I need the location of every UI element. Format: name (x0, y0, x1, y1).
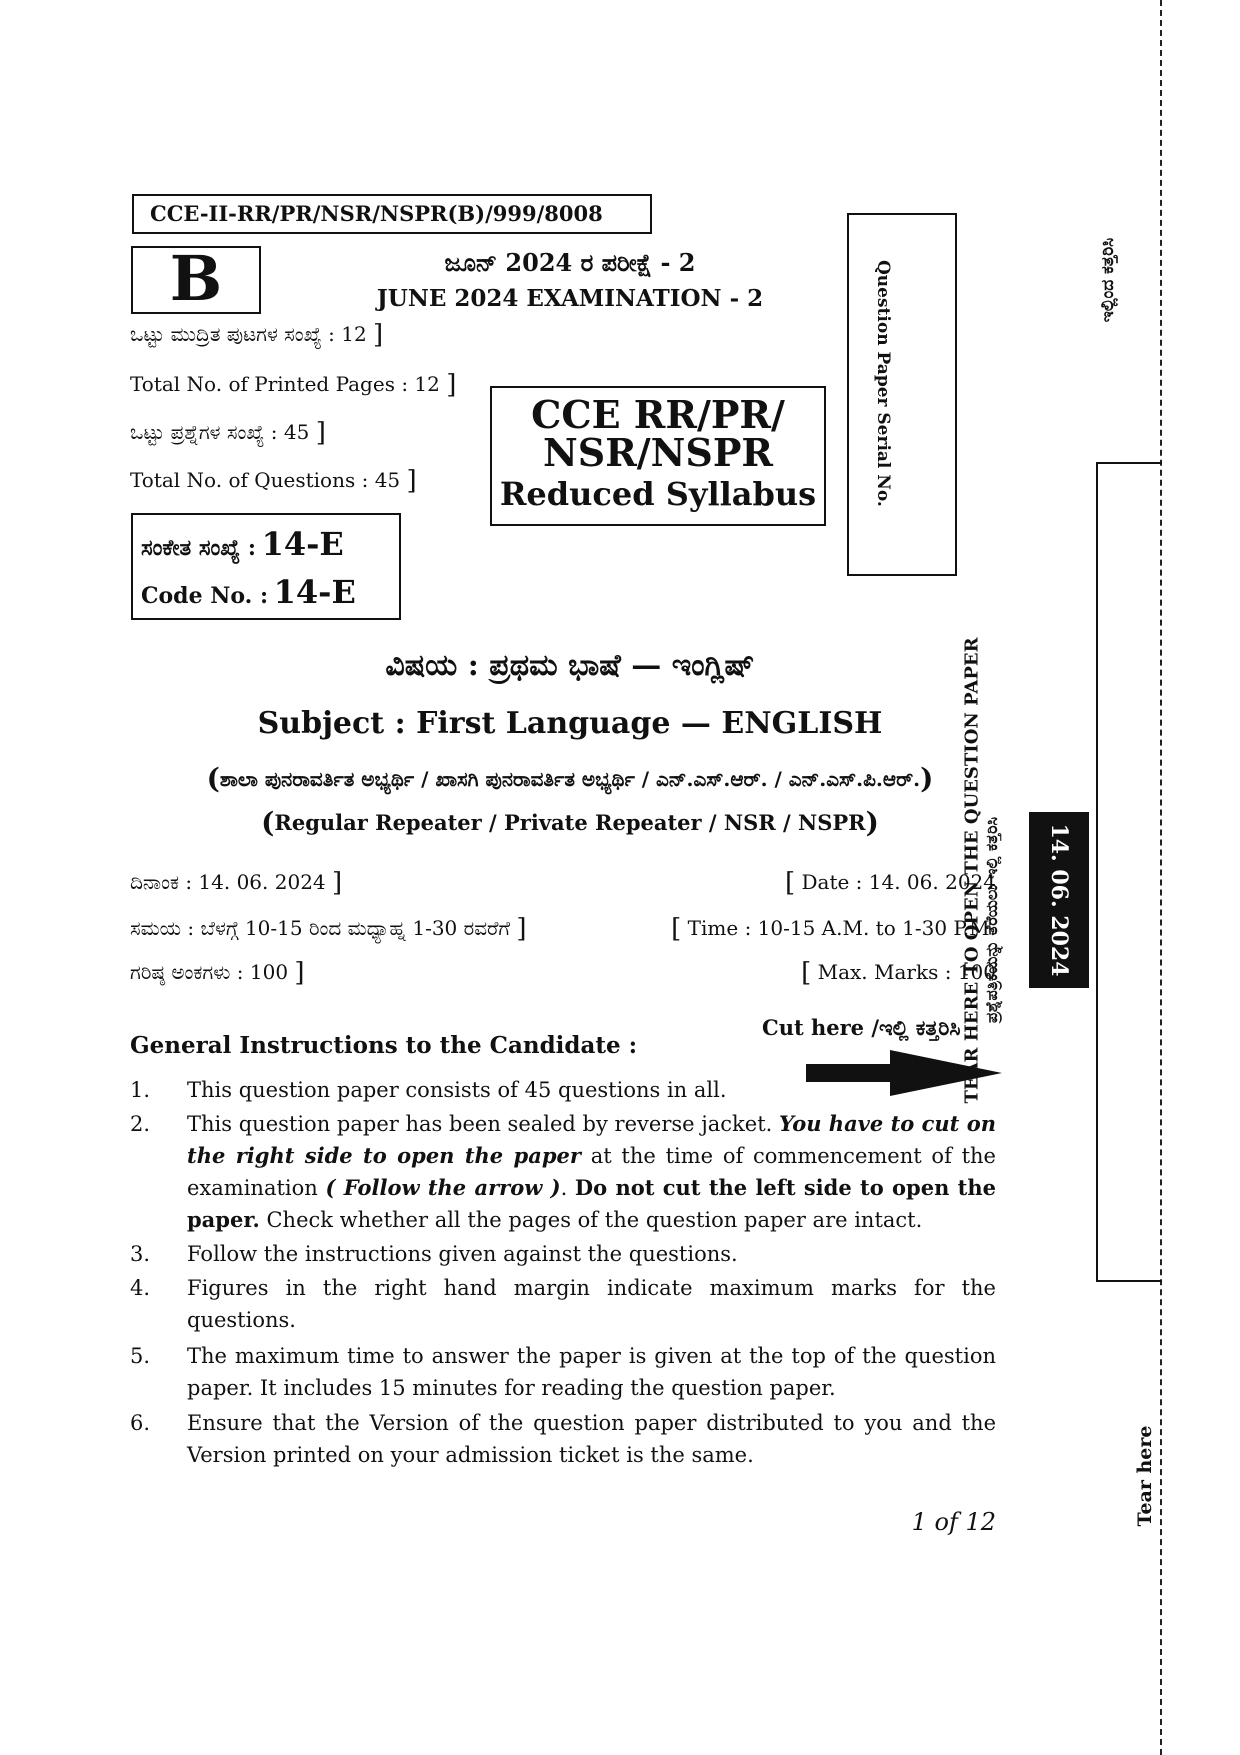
strip-tear-english: TEAR HERE TO OPEN THE QUESTION PAPER (961, 637, 983, 1104)
serial-number-label: Question Paper Serial No. (873, 260, 893, 507)
instruction-item: 4. Figures in the right hand margin indicate maximum marks for the questions. (130, 1276, 996, 1332)
instruction-item: 2. This question paper has been sealed by reverse jacket. You have to cut on the right side to open the paper at the time of commencement of the examination ( Follow the arrow ). Do not cut the left side to open the paper. Check whether all the pages of the question paper are intact. (130, 1111, 996, 1232)
syllabus-box (490, 386, 826, 526)
strip-date: 14. 06. 2024 (1046, 823, 1072, 977)
marks-english: [ Max. Marks : 100 (801, 958, 996, 988)
pages-kannada: ಒಟ್ಟು ಮುದ್ರಿತ ಪುಟಗಳ ಸಂಖ್ಯೆ : 12 ] (130, 320, 384, 350)
pages-english: Total No. of Printed Pages : 12 ] (130, 370, 457, 400)
syllabus-line-3: Reduced Syllabus (499, 475, 817, 513)
version-letter: B (169, 242, 223, 315)
exam-title-english: JUNE 2024 EXAMINATION - 2 (376, 285, 764, 312)
code-number-english: Code No. : 14-E (141, 573, 356, 611)
exam-title-kannada: ಜೂನ್ 2024 ರ ಪರೀಕ್ಷೆ - 2 (444, 248, 696, 277)
serial-number-box (847, 213, 957, 576)
candidates-kannada: (ಶಾಲಾ ಪುನರಾವರ್ತಿತ ಅಭ್ಯರ್ಥಿ / ಖಾಸಗಿ ಪುನರಾವರ್ತಿತ ಅಭ್ಯರ್ಥಿ / ಎನ್.ಎಸ್.ಆರ್. / ಎನ್.ಎಸ್.ಪಿ.ಆರ್.) (206, 762, 934, 795)
strip-kannada-top: ಇಲ್ಲಿಂದ ಕತ್ತರಿಸಿ (1098, 237, 1118, 323)
instruction-item: 1. This question paper consists of 45 questions in all. (130, 1078, 727, 1102)
code-number-kannada: ಸಂಕೇತ ಸಂಖ್ಯೆ : 14-E (141, 525, 344, 563)
marks-kannada: ಗರಿಷ್ಠ ಅಂಕಗಳು : 100 ] (130, 958, 305, 988)
instruction-item: 5. The maximum time to answer the paper is given at the top of the question paper. It includes 15 minutes for reading the question paper. (130, 1344, 996, 1400)
tear-box (1096, 462, 1162, 1282)
paper-code-box (132, 194, 652, 234)
subject-english: Subject : First Language — ENGLISH (257, 706, 883, 741)
instructions-heading: General Instructions to the Candidate : (130, 1032, 638, 1059)
strip-tear-kannada: ಪ್ರಶ್ನೆಪತ್ರಿಕೆಯನ್ನು ತೆರೆಯಲು ಇಲ್ಲಿ ಕತ್ತರಿಸಿ (982, 816, 1001, 1024)
instruction-item: 3. Follow the instructions given against the questions. (130, 1242, 738, 1266)
time-english: [ Time : 10-15 A.M. to 1-30 P.M. (671, 914, 996, 944)
date-english: [ Date : 14. 06. 2024 (784, 868, 996, 898)
syllabus-line-1: CCE RR/PR/ (531, 392, 785, 437)
paper-code: CCE-II-RR/PR/NSR/NSPR(B)/999/8008 (150, 201, 603, 226)
cut-here-label: Cut here /ಇಲ್ಲಿ ಕತ್ತರಿಸಿ (762, 1015, 961, 1040)
syllabus-line-2: NSR/NSPR (543, 430, 773, 475)
time-kannada: ಸಮಯ : ಬೆಳಗ್ಗೆ 10-15 ರಿಂದ ಮಧ್ಯಾಹ್ನ 1-30 ರವರೆಗೆ ] (130, 914, 527, 944)
subject-kannada: ವಿಷಯ : ಪ್ರಥಮ ಭಾಷೆ — ಇಂಗ್ಲಿಷ್ (385, 648, 755, 683)
strip-tear-here: Tear here (1134, 1425, 1156, 1527)
questions-kannada: ಒಟ್ಟು ಪ್ರಶ್ನೆಗಳ ಸಂಖ್ಯೆ : 45 ] (130, 418, 326, 448)
code-number-box (131, 513, 401, 620)
candidates-english: (Regular Repeater / Private Repeater / NSR / NSPR) (261, 806, 879, 839)
version-box (131, 242, 261, 315)
page-number: 1 of 12 (911, 1508, 996, 1536)
instruction-item: 6. Ensure that the Version of the question paper distributed to you and the Version printed on your admission ticket is the same. (130, 1411, 996, 1467)
questions-english: Total No. of Questions : 45 ] (130, 466, 417, 496)
date-kannada: ದಿನಾಂಕ : 14. 06. 2024 ] (130, 868, 343, 898)
